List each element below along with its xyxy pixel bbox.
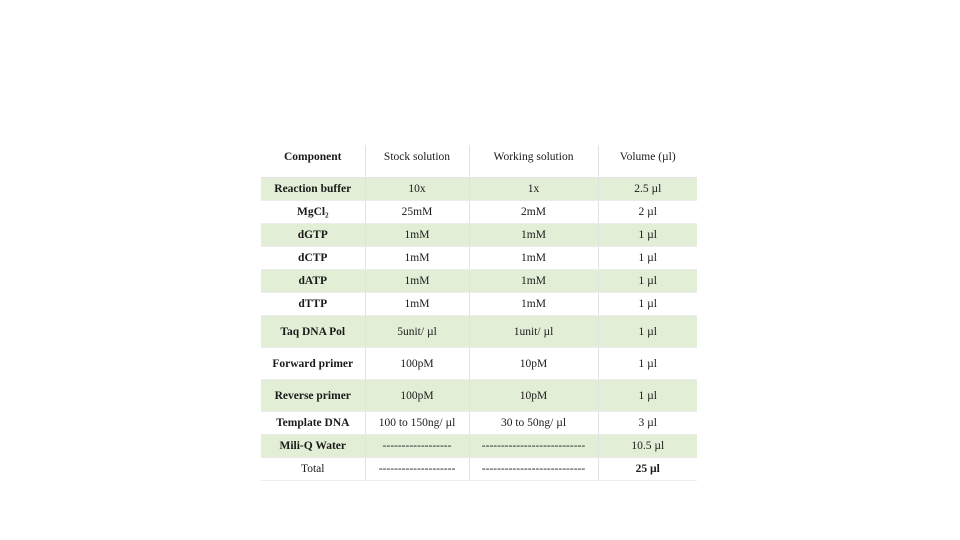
table-row bbox=[261, 316, 697, 348]
cell-working: 10pM bbox=[469, 380, 598, 412]
cell-stock: 5unit/ µl bbox=[365, 316, 469, 348]
cell-component: dCTP bbox=[261, 247, 365, 270]
cell-stock: ------------------ bbox=[365, 435, 469, 458]
cell-working: 30 to 50ng/ µl bbox=[469, 412, 598, 435]
pcr-components-table bbox=[261, 145, 697, 481]
cell-stock: 100 to 150ng/ µl bbox=[365, 412, 469, 435]
cell-volume: 1 µl bbox=[598, 348, 697, 380]
table-row bbox=[261, 270, 697, 293]
table-row bbox=[261, 348, 697, 380]
table-row bbox=[261, 458, 697, 481]
cell-working: 1mM bbox=[469, 224, 598, 247]
cell-component: dATP bbox=[261, 270, 365, 293]
cell-component: Mili-Q Water bbox=[261, 435, 365, 458]
cell-component: Forward primer bbox=[261, 348, 365, 380]
cell-volume: 10.5 µl bbox=[598, 435, 697, 458]
cell-stock: 1mM bbox=[365, 293, 469, 316]
cell-working: 1mM bbox=[469, 293, 598, 316]
header-volume: Volume (µl) bbox=[598, 145, 697, 178]
table-row bbox=[261, 412, 697, 435]
cell-working: --------------------------- bbox=[469, 458, 598, 481]
cell-stock: 1mM bbox=[365, 247, 469, 270]
cell-stock: 1mM bbox=[365, 270, 469, 293]
cell-volume: 1 µl bbox=[598, 316, 697, 348]
cell-stock: 100pM bbox=[365, 380, 469, 412]
cell-component: dGTP bbox=[261, 224, 365, 247]
cell-volume: 1 µl bbox=[598, 224, 697, 247]
cell-volume: 1 µl bbox=[598, 247, 697, 270]
table-row bbox=[261, 247, 697, 270]
cell-component: Reaction buffer bbox=[261, 178, 365, 201]
cell-component: MgCl₂ bbox=[261, 201, 365, 224]
cell-volume: 25 µl bbox=[598, 458, 697, 481]
table-header-row bbox=[261, 145, 697, 178]
cell-volume: 1 µl bbox=[598, 380, 697, 412]
cell-volume: 1 µl bbox=[598, 293, 697, 316]
cell-working: 1mM bbox=[469, 270, 598, 293]
table-row bbox=[261, 380, 697, 412]
cell-working: 2mM bbox=[469, 201, 598, 224]
table-row bbox=[261, 293, 697, 316]
cell-stock: 10x bbox=[365, 178, 469, 201]
table-row bbox=[261, 178, 697, 201]
cell-component: Total bbox=[261, 458, 365, 481]
cell-component: dTTP bbox=[261, 293, 365, 316]
cell-component: Taq DNA Pol bbox=[261, 316, 365, 348]
cell-stock: 25mM bbox=[365, 201, 469, 224]
table-row bbox=[261, 201, 697, 224]
cell-volume: 2.5 µl bbox=[598, 178, 697, 201]
table-row bbox=[261, 435, 697, 458]
table-row bbox=[261, 224, 697, 247]
cell-volume: 2 µl bbox=[598, 201, 697, 224]
cell-working: 10pM bbox=[469, 348, 598, 380]
cell-component: Template DNA bbox=[261, 412, 365, 435]
cell-working: 1unit/ µl bbox=[469, 316, 598, 348]
cell-stock: 100pM bbox=[365, 348, 469, 380]
header-working-solution: Working solution bbox=[469, 145, 598, 178]
cell-working: 1mM bbox=[469, 247, 598, 270]
cell-stock: -------------------- bbox=[365, 458, 469, 481]
cell-volume: 1 µl bbox=[598, 270, 697, 293]
cell-stock: 1mM bbox=[365, 224, 469, 247]
cell-volume: 3 µl bbox=[598, 412, 697, 435]
cell-working: 1x bbox=[469, 178, 598, 201]
cell-working: --------------------------- bbox=[469, 435, 598, 458]
header-component: Component bbox=[261, 145, 365, 178]
header-stock-solution: Stock solution bbox=[365, 145, 469, 178]
cell-component: Reverse primer bbox=[261, 380, 365, 412]
